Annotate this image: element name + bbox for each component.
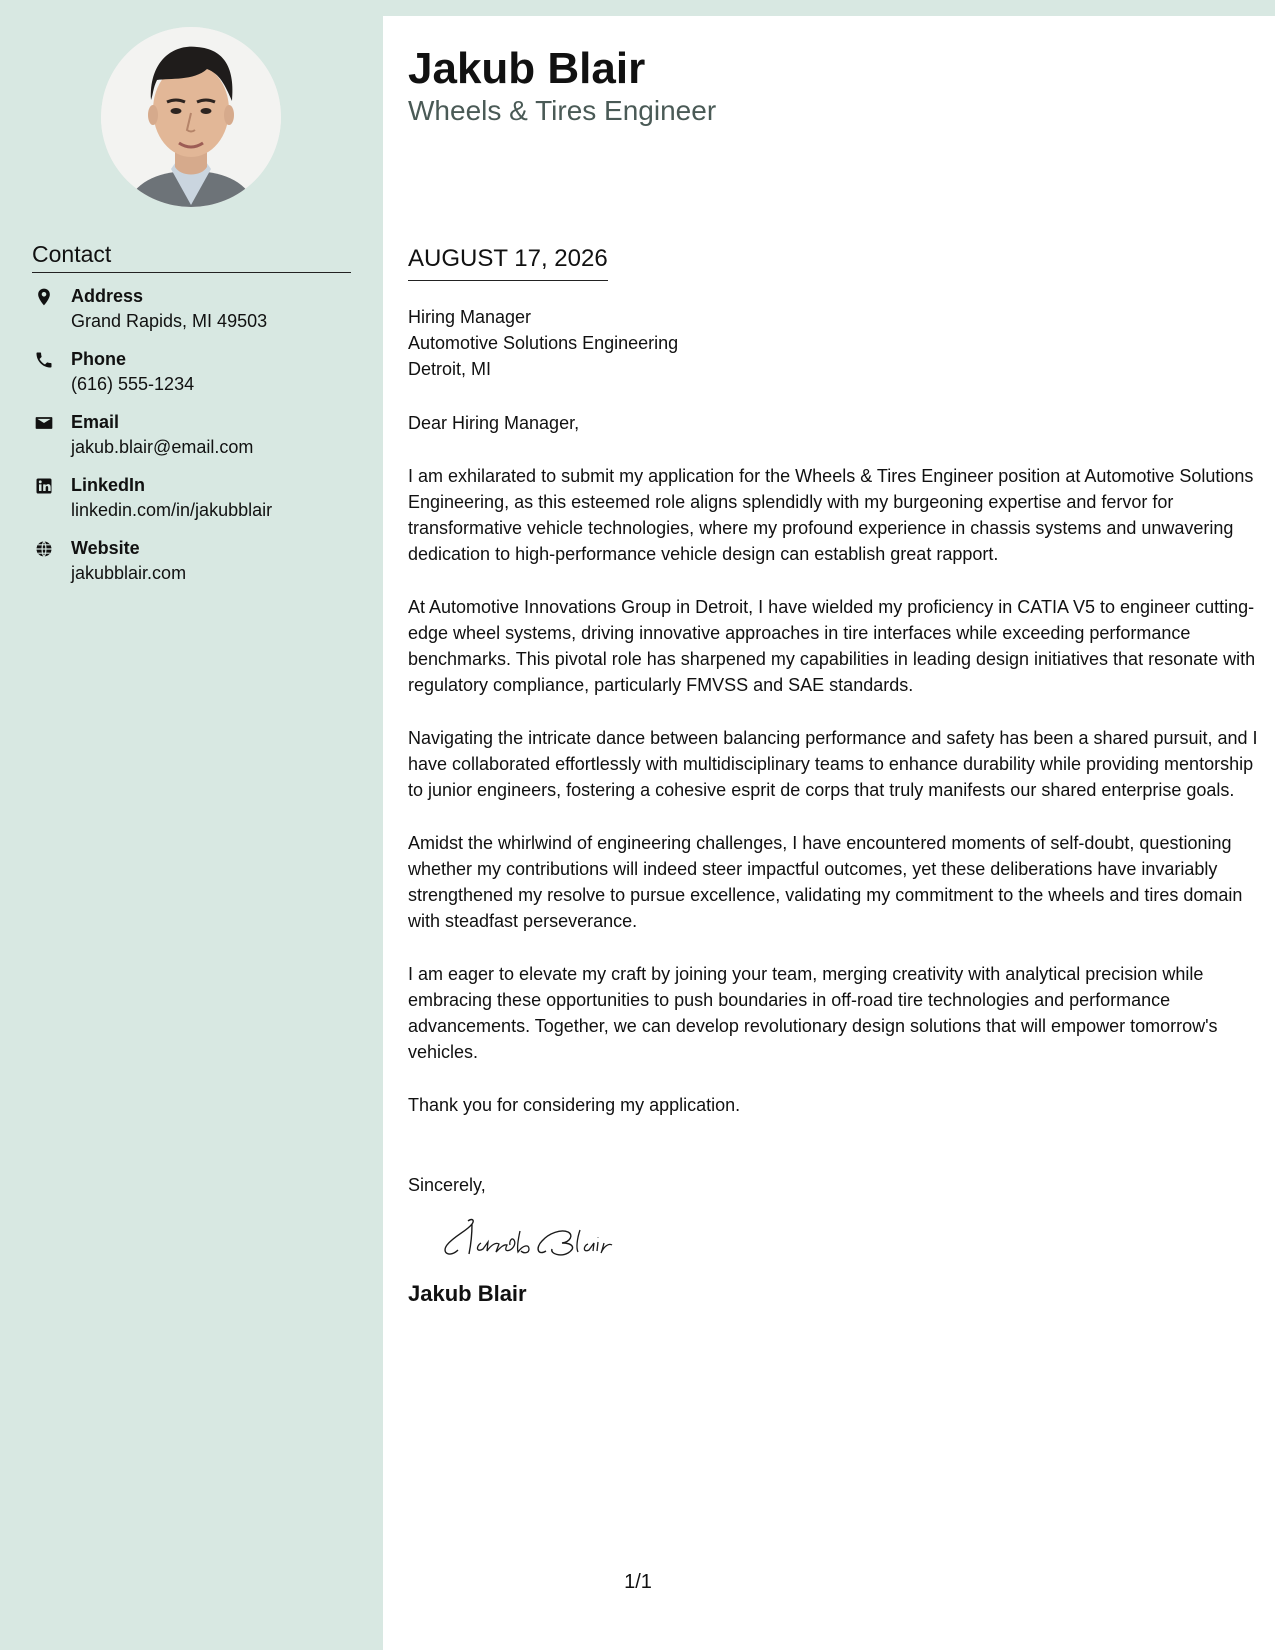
contact-list [32, 285, 362, 600]
website-label: Website [71, 538, 140, 558]
recipient-block [408, 304, 1258, 382]
email-value[interactable]: jakub.blair@email.com [71, 437, 254, 457]
profile-photo [101, 27, 281, 207]
contact-heading: Contact [32, 240, 351, 273]
sidebar [0, 0, 383, 1650]
phone-icon [34, 350, 54, 370]
envelope-icon [34, 413, 54, 433]
contact-phone [32, 348, 362, 411]
salutation: Dear Hiring Manager, [408, 413, 580, 433]
contact-address [32, 285, 362, 348]
page-number: 1/1 [624, 1571, 652, 1593]
handwritten-signature [438, 1214, 648, 1262]
address-label: Address [71, 286, 144, 306]
phone-value[interactable]: (616) 555-1234 [71, 374, 195, 394]
recipient-title: Hiring Manager [408, 307, 532, 327]
letter-paragraph: At Automotive Innovations Group in Detroit, I have wielded my proficiency in CATIA V5 to engineer cutting-edge wheel systems, driving innovative approaches in tire interfaces while exceeding performance benchmarks. This pivotal role has sharpened my capabilities in leading design initiatives that resonate with regulatory compliance, particularly FMVSS and SAE standards. [408, 597, 1256, 695]
address-value: Grand Rapids, MI 49503 [71, 311, 268, 331]
linkedin-label: LinkedIn [71, 475, 146, 495]
closing-line: Sincerely, [408, 1175, 486, 1195]
candidate-role: Wheels & Tires Engineer [408, 95, 717, 126]
email-label: Email [71, 412, 120, 432]
recipient-company: Automotive Solutions Engineering [408, 333, 679, 353]
linkedin-icon [34, 476, 54, 496]
letter-paragraph: I am exhilarated to submit my application for the Wheels & Tires Engineer position at Automotive Solutions Engineering, as this esteemed role aligns splendidly with my burgeoning expertise and fervor for transformative vehicle technologies, where my profound experience in chassis systems and unwavering dedication to high-performance vehicle design can establish great rapport. [408, 466, 1254, 564]
phone-label: Phone [71, 349, 127, 369]
linkedin-value[interactable]: linkedin.com/in/jakubblair [71, 500, 273, 520]
location-pin-icon [34, 287, 54, 307]
contact-linkedin [32, 474, 362, 537]
signer-name: Jakub Blair [408, 1281, 527, 1306]
avatar [101, 27, 281, 207]
globe-icon [34, 539, 54, 559]
contact-website [32, 537, 362, 600]
letter-paragraph: Navigating the intricate dance between balancing performance and safety has been a shared pursuit, and I have collaborated effortlessly with multidisciplinary teams to enhance durability while providing mentorship to junior engineers, fostering a cohesive esprit de corps that truly manifests our shared enterprise goals. [408, 728, 1258, 800]
candidate-name: Jakub Blair [408, 44, 646, 93]
letter-paragraph: I am eager to elevate my craft by joining your team, merging creativity with analytical precision while embracing these opportunities to push boundaries in off-road tire technologies and performance advancements. Together, we can develop revolutionary design solutions that will empower tomorrow's vehicles. [408, 964, 1218, 1062]
letter-paragraph: Amidst the whirlwind of engineering challenges, I have encountered moments of self-doubt, questioning whether my contributions will indeed steer impactful outcomes, yet these deliberations have invariably strengthened my resolve to pursue excellence, validating my commitment to the wheels and tires domain with steadfast perseverance. [408, 833, 1243, 931]
letter-date: AUGUST 17, 2026 [408, 244, 608, 281]
recipient-location: Detroit, MI [408, 359, 492, 379]
website-value[interactable]: jakubblair.com [71, 563, 187, 583]
letter-body [408, 304, 1258, 1308]
thanks-line: Thank you for considering my application. [408, 1095, 741, 1115]
contact-email [32, 411, 362, 474]
